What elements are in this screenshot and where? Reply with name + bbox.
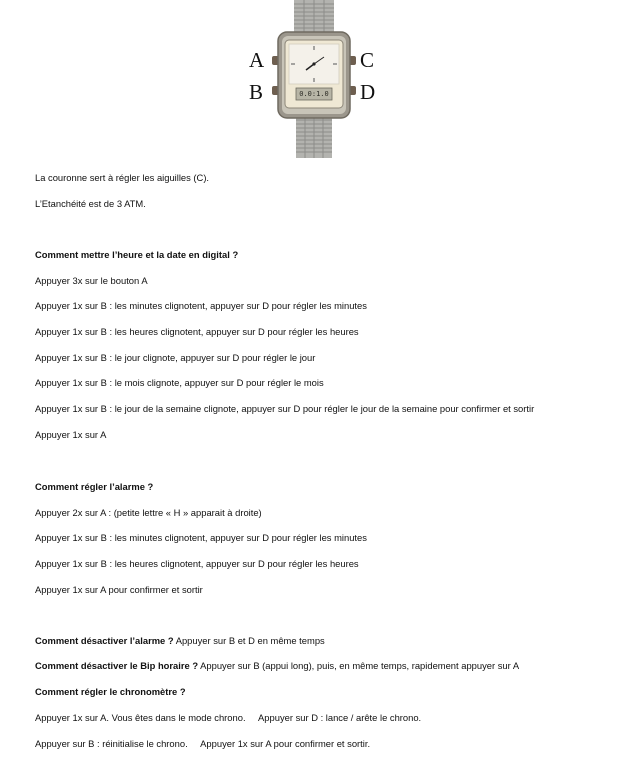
disable-bip-line (35, 660, 519, 672)
disable-bip-question: Comment désactiver le Bip horaire ? (35, 660, 199, 671)
disable-alarm-line (35, 635, 325, 647)
digital-step: Appuyer 3x sur le bouton A (35, 275, 148, 286)
digital-step: Appuyer 1x sur B : le mois clignote, appuyer sur D pour régler le mois (35, 377, 324, 388)
digital-step: Appuyer 1x sur B : les minutes clignotent, appuyer sur D pour régler les minutes (35, 300, 367, 311)
digital-step: Appuyer 1x sur B : le jour clignote, appuyer sur D pour régler le jour (35, 352, 316, 363)
alarm-step: Appuyer 2x sur A : (petite lettre « H » apparait à droite) (35, 507, 262, 518)
alarm-step: Appuyer 1x sur B : les heures clignotent, appuyer sur D pour régler les heures (35, 558, 359, 569)
chrono-line: Appuyer 1x sur A. Vous êtes dans le mode chrono. Appuyer sur D : lance / arête le chrono. (35, 712, 422, 723)
watch-figure (244, 0, 384, 160)
digital-step: Appuyer 1x sur B : le jour de la semaine clignote, appuyer sur D pour régler le jour de la semaine pour confirmer et sortir (35, 403, 535, 414)
alarm-step: Appuyer 1x sur B : les minutes clignotent, appuyer sur D pour régler les minutes (35, 532, 367, 543)
disable-alarm-answer: Appuyer sur B et D en même temps (173, 635, 325, 646)
digital-step: Appuyer 1x sur A (35, 429, 107, 440)
chrono-line: Appuyer sur B : réinitialise le chrono. Appuyer 1x sur A pour confirmer et sortir. (35, 738, 371, 749)
digital-heading: Comment mettre l’heure et la date en digital ? (35, 249, 239, 260)
disable-alarm-question: Comment désactiver l’alarme ? (35, 635, 174, 646)
alarm-heading: Comment régler l’alarme ? (35, 481, 154, 492)
disable-bip-answer: Appuyer sur B (appui long), puis, en même temps, rapidement appuyer sur A (198, 660, 520, 671)
chrono-heading: Comment régler le chronomètre ? (35, 686, 186, 697)
alarm-step: Appuyer 1x sur A pour confirmer et sortir (35, 584, 203, 595)
intro-line: L’Etanchéité est de 3 ATM. (35, 198, 146, 209)
label-d: D (360, 80, 376, 104)
digital-step: Appuyer 1x sur B : les heures clignotent, appuyer sur D pour régler les heures (35, 326, 359, 337)
lcd-readout: 0.0:1.0 (299, 90, 329, 98)
label-b: B (249, 80, 264, 104)
label-a: A (249, 48, 265, 72)
intro-line: La couronne sert à régler les aiguilles (C). (35, 172, 210, 183)
label-c: C (360, 48, 375, 72)
